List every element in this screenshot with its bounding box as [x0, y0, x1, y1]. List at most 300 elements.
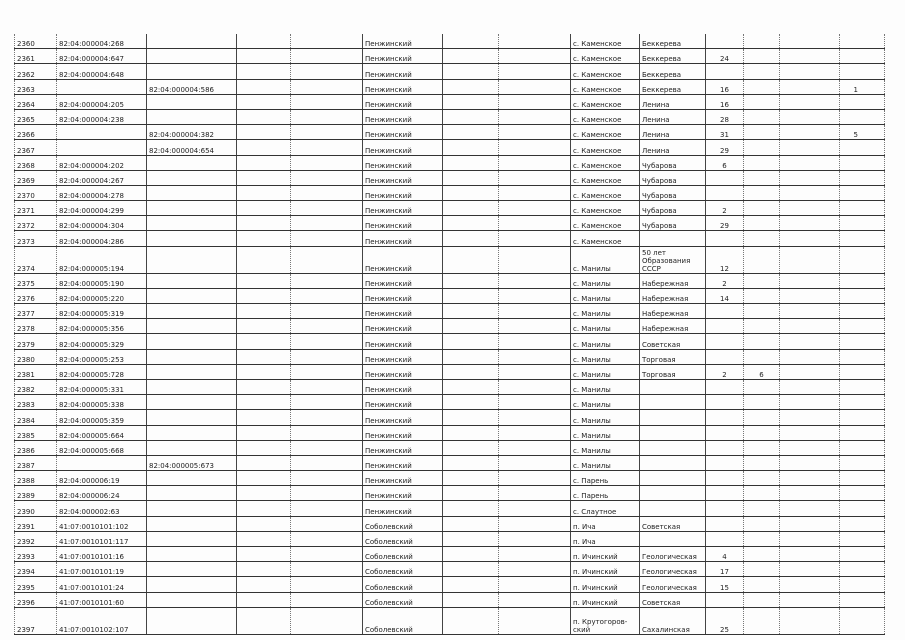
district-cell: Соболевский [363, 516, 443, 531]
settlement-cell: с. Каменское [571, 49, 640, 64]
row-number-cell: 2374 [15, 246, 57, 273]
empty-cell [780, 170, 840, 185]
settlement-cell: с. Каменское [571, 94, 640, 109]
empty-cell [443, 201, 499, 216]
empty-cell [499, 607, 571, 634]
empty-cell [443, 79, 499, 94]
cadastral-number-cell: 41:07:0010101:24 [57, 577, 147, 592]
street-cell [640, 486, 706, 501]
apartment-number-cell [840, 501, 885, 516]
house-number-cell [706, 486, 744, 501]
building-number-cell [744, 231, 780, 246]
settlement-cell: с. Манилы [571, 273, 640, 288]
row-number-cell: 2397 [15, 607, 57, 634]
empty-cell [780, 334, 840, 349]
district-cell: Пенжинский [363, 94, 443, 109]
apartment-number-cell [840, 455, 885, 470]
empty-cell [237, 79, 291, 94]
row-number-cell: 2382 [15, 379, 57, 394]
empty-cell [499, 395, 571, 410]
table-row [15, 246, 885, 273]
empty-cell [499, 125, 571, 140]
empty-cell [291, 562, 363, 577]
empty-cell [780, 304, 840, 319]
street-cell: Беккерева [640, 34, 706, 49]
street-cell: Советская [640, 516, 706, 531]
building-number-cell [744, 562, 780, 577]
empty-cell [237, 201, 291, 216]
settlement-cell: с. Каменское [571, 216, 640, 231]
house-number-cell: 6 [706, 155, 744, 170]
settlement-cell: с. Каменское [571, 231, 640, 246]
empty-cell [237, 288, 291, 303]
building-number-cell [744, 185, 780, 200]
building-number-cell [744, 440, 780, 455]
house-number-cell: 16 [706, 79, 744, 94]
house-number-cell [706, 440, 744, 455]
empty-cell [237, 334, 291, 349]
cadastral-number-alt-cell [147, 216, 237, 231]
empty-cell [499, 231, 571, 246]
empty-cell [237, 125, 291, 140]
registry-table [14, 34, 885, 635]
table-row [15, 231, 885, 246]
building-number-cell [744, 319, 780, 334]
empty-cell [237, 34, 291, 49]
cadastral-number-cell: 41:07:0010101:19 [57, 562, 147, 577]
empty-cell [237, 216, 291, 231]
apartment-number-cell [840, 471, 885, 486]
district-cell: Пенжинский [363, 140, 443, 155]
building-number-cell [744, 501, 780, 516]
house-number-cell [706, 471, 744, 486]
empty-cell [443, 395, 499, 410]
table-body [15, 34, 885, 634]
empty-cell [443, 410, 499, 425]
house-number-cell: 15 [706, 577, 744, 592]
table-row [15, 486, 885, 501]
cadastral-number-alt-cell: 82:04:000004:586 [147, 79, 237, 94]
table-row [15, 455, 885, 470]
empty-cell [237, 155, 291, 170]
empty-cell [499, 319, 571, 334]
cadastral-number-alt-cell [147, 94, 237, 109]
table-row [15, 319, 885, 334]
empty-cell [291, 501, 363, 516]
settlement-cell: с. Каменское [571, 155, 640, 170]
settlement-cell: п. Ичинский [571, 577, 640, 592]
cadastral-number-cell: 82:04:000005:194 [57, 246, 147, 273]
table-row [15, 34, 885, 49]
cadastral-number-cell: 82:04:000004:299 [57, 201, 147, 216]
table-row [15, 49, 885, 64]
empty-cell [237, 577, 291, 592]
district-cell: Пенжинский [363, 201, 443, 216]
district-cell: Соболевский [363, 531, 443, 546]
house-number-cell [706, 185, 744, 200]
row-number-cell: 2395 [15, 577, 57, 592]
row-number-cell: 2380 [15, 349, 57, 364]
empty-cell [780, 379, 840, 394]
empty-cell [499, 440, 571, 455]
empty-cell [780, 516, 840, 531]
street-cell: Геологическая [640, 562, 706, 577]
building-number-cell [744, 455, 780, 470]
cadastral-number-cell: 82:04:000004:268 [57, 34, 147, 49]
district-cell: Пенжинский [363, 79, 443, 94]
apartment-number-cell [840, 410, 885, 425]
empty-cell [780, 273, 840, 288]
settlement-cell: с. Каменское [571, 170, 640, 185]
building-number-cell [744, 304, 780, 319]
building-number-cell [744, 349, 780, 364]
settlement-cell: с. Манилы [571, 364, 640, 379]
settlement-cell: с. Каменское [571, 201, 640, 216]
cadastral-number-alt-cell [147, 170, 237, 185]
apartment-number-cell [840, 531, 885, 546]
empty-cell [780, 349, 840, 364]
house-number-cell: 29 [706, 140, 744, 155]
empty-cell [443, 216, 499, 231]
settlement-cell: п. Ичинский [571, 562, 640, 577]
empty-cell [237, 455, 291, 470]
table-row [15, 304, 885, 319]
house-number-cell: 16 [706, 94, 744, 109]
empty-cell [780, 547, 840, 562]
cadastral-number-cell: 82:04:000004:278 [57, 185, 147, 200]
house-number-cell [706, 304, 744, 319]
house-number-cell [706, 64, 744, 79]
empty-cell [780, 486, 840, 501]
house-number-cell [706, 319, 744, 334]
cadastral-number-alt-cell [147, 273, 237, 288]
table-row [15, 607, 885, 634]
cadastral-number-alt-cell [147, 201, 237, 216]
cadastral-number-cell: 82:04:000004:648 [57, 64, 147, 79]
building-number-cell [744, 140, 780, 155]
street-cell [640, 501, 706, 516]
cadastral-number-alt-cell [147, 319, 237, 334]
empty-cell [443, 562, 499, 577]
table-row [15, 410, 885, 425]
cadastral-number-cell: 41:07:0010102:107 [57, 607, 147, 634]
apartment-number-cell [840, 547, 885, 562]
district-cell: Соболевский [363, 607, 443, 634]
empty-cell [499, 334, 571, 349]
street-cell: Торговая [640, 349, 706, 364]
cadastral-number-cell [57, 79, 147, 94]
district-cell: Соболевский [363, 577, 443, 592]
empty-cell [443, 185, 499, 200]
empty-cell [443, 288, 499, 303]
row-number-cell: 2361 [15, 49, 57, 64]
empty-cell [780, 125, 840, 140]
apartment-number-cell [840, 425, 885, 440]
building-number-cell [744, 395, 780, 410]
house-number-cell: 28 [706, 109, 744, 124]
empty-cell [291, 304, 363, 319]
empty-cell [237, 425, 291, 440]
empty-cell [237, 607, 291, 634]
empty-cell [443, 155, 499, 170]
table-row [15, 64, 885, 79]
cadastral-number-alt-cell [147, 109, 237, 124]
street-cell: Беккерева [640, 79, 706, 94]
empty-cell [499, 34, 571, 49]
street-cell: Чубарова [640, 216, 706, 231]
district-cell: Пенжинский [363, 64, 443, 79]
row-number-cell: 2366 [15, 125, 57, 140]
empty-cell [443, 319, 499, 334]
building-number-cell [744, 49, 780, 64]
cadastral-number-cell [57, 125, 147, 140]
table-row [15, 216, 885, 231]
district-cell: Пенжинский [363, 304, 443, 319]
empty-cell [780, 94, 840, 109]
district-cell: Пенжинский [363, 288, 443, 303]
table-row [15, 273, 885, 288]
empty-cell [499, 201, 571, 216]
building-number-cell [744, 246, 780, 273]
empty-cell [291, 34, 363, 49]
district-cell: Соболевский [363, 592, 443, 607]
district-cell: Пенжинский [363, 379, 443, 394]
empty-cell [780, 155, 840, 170]
empty-cell [291, 288, 363, 303]
house-number-cell [706, 395, 744, 410]
cadastral-number-cell: 82:04:000006:24 [57, 486, 147, 501]
house-number-cell: 31 [706, 125, 744, 140]
district-cell: Пенжинский [363, 455, 443, 470]
street-cell: Набережная [640, 273, 706, 288]
apartment-number-cell [840, 64, 885, 79]
table-row [15, 562, 885, 577]
row-number-cell: 2394 [15, 562, 57, 577]
settlement-cell: с. Манилы [571, 425, 640, 440]
empty-cell [443, 486, 499, 501]
empty-cell [291, 49, 363, 64]
settlement-cell: с. Манилы [571, 440, 640, 455]
house-number-cell [706, 170, 744, 185]
empty-cell [291, 410, 363, 425]
empty-cell [443, 471, 499, 486]
empty-cell [499, 94, 571, 109]
empty-cell [443, 607, 499, 634]
street-cell [640, 440, 706, 455]
street-cell: Чубарова [640, 201, 706, 216]
empty-cell [291, 155, 363, 170]
cadastral-number-alt-cell [147, 410, 237, 425]
cadastral-number-cell: 82:04:000005:190 [57, 273, 147, 288]
building-number-cell [744, 273, 780, 288]
empty-cell [499, 562, 571, 577]
apartment-number-cell [840, 288, 885, 303]
empty-cell [443, 94, 499, 109]
empty-cell [780, 562, 840, 577]
empty-cell [780, 34, 840, 49]
settlement-cell: с. Манилы [571, 319, 640, 334]
empty-cell [237, 304, 291, 319]
empty-cell [443, 440, 499, 455]
table-row [15, 425, 885, 440]
cadastral-number-alt-cell [147, 577, 237, 592]
street-cell: Набережная [640, 288, 706, 303]
row-number-cell: 2392 [15, 531, 57, 546]
district-cell: Пенжинский [363, 440, 443, 455]
empty-cell [443, 455, 499, 470]
empty-cell [291, 170, 363, 185]
cadastral-number-cell: 82:04:000005:668 [57, 440, 147, 455]
row-number-cell: 2362 [15, 64, 57, 79]
empty-cell [237, 410, 291, 425]
empty-cell [237, 547, 291, 562]
street-cell: Беккерева [640, 49, 706, 64]
cadastral-number-alt-cell: 82:04:000004:654 [147, 140, 237, 155]
empty-cell [443, 334, 499, 349]
building-number-cell [744, 334, 780, 349]
apartment-number-cell [840, 592, 885, 607]
empty-cell [780, 49, 840, 64]
row-number-cell: 2364 [15, 94, 57, 109]
street-cell: Советская [640, 334, 706, 349]
empty-cell [780, 592, 840, 607]
empty-cell [499, 273, 571, 288]
building-number-cell [744, 531, 780, 546]
street-cell [640, 471, 706, 486]
empty-cell [780, 79, 840, 94]
row-number-cell: 2388 [15, 471, 57, 486]
settlement-cell: с. Манилы [571, 349, 640, 364]
table-row [15, 379, 885, 394]
empty-cell [443, 49, 499, 64]
cadastral-number-cell: 82:04:000004:238 [57, 109, 147, 124]
row-number-cell: 2393 [15, 547, 57, 562]
cadastral-number-alt-cell [147, 592, 237, 607]
district-cell: Пенжинский [363, 246, 443, 273]
street-cell: Геологическая [640, 547, 706, 562]
building-number-cell [744, 79, 780, 94]
district-cell: Пенжинский [363, 185, 443, 200]
empty-cell [291, 395, 363, 410]
cadastral-number-alt-cell: 82:04:000004:382 [147, 125, 237, 140]
cadastral-number-alt-cell [147, 231, 237, 246]
settlement-cell: п. Ича [571, 531, 640, 546]
settlement-cell: с. Каменское [571, 140, 640, 155]
empty-cell [291, 547, 363, 562]
row-number-cell: 2373 [15, 231, 57, 246]
row-number-cell: 2387 [15, 455, 57, 470]
building-number-cell [744, 471, 780, 486]
empty-cell [291, 486, 363, 501]
cadastral-number-alt-cell [147, 501, 237, 516]
empty-cell [443, 34, 499, 49]
row-number-cell: 2367 [15, 140, 57, 155]
empty-cell [499, 304, 571, 319]
empty-cell [291, 125, 363, 140]
empty-cell [291, 516, 363, 531]
empty-cell [499, 471, 571, 486]
row-number-cell: 2379 [15, 334, 57, 349]
street-cell: Чубарова [640, 185, 706, 200]
district-cell: Пенжинский [363, 34, 443, 49]
house-number-cell: 2 [706, 273, 744, 288]
street-cell [640, 231, 706, 246]
house-number-cell: 4 [706, 547, 744, 562]
house-number-cell [706, 379, 744, 394]
house-number-cell [706, 425, 744, 440]
empty-cell [780, 440, 840, 455]
empty-cell [780, 231, 840, 246]
cadastral-number-cell: 82:04:000005:319 [57, 304, 147, 319]
settlement-cell: с. Каменское [571, 109, 640, 124]
house-number-cell [706, 410, 744, 425]
empty-cell [443, 364, 499, 379]
cadastral-number-cell: 82:04:000005:359 [57, 410, 147, 425]
empty-cell [443, 577, 499, 592]
district-cell: Пенжинский [363, 334, 443, 349]
empty-cell [291, 349, 363, 364]
cadastral-number-cell: 41:07:0010101:117 [57, 531, 147, 546]
empty-cell [237, 170, 291, 185]
table-row [15, 170, 885, 185]
row-number-cell: 2377 [15, 304, 57, 319]
row-number-cell: 2390 [15, 501, 57, 516]
building-number-cell: 6 [744, 364, 780, 379]
table-row [15, 109, 885, 124]
table-row [15, 155, 885, 170]
empty-cell [499, 577, 571, 592]
row-number-cell: 2368 [15, 155, 57, 170]
settlement-cell: с. Слаутное [571, 501, 640, 516]
settlement-cell: с. Каменское [571, 64, 640, 79]
building-number-cell [744, 155, 780, 170]
apartment-number-cell [840, 304, 885, 319]
settlement-cell: с. Манилы [571, 246, 640, 273]
cadastral-number-cell: 82:04:000004:647 [57, 49, 147, 64]
cadastral-number-cell: 82:04:000005:356 [57, 319, 147, 334]
empty-cell [499, 501, 571, 516]
empty-cell [780, 201, 840, 216]
cadastral-number-alt-cell [147, 304, 237, 319]
empty-cell [291, 577, 363, 592]
empty-cell [780, 577, 840, 592]
empty-cell [780, 64, 840, 79]
empty-cell [499, 486, 571, 501]
empty-cell [499, 547, 571, 562]
settlement-cell: с. Каменское [571, 185, 640, 200]
house-number-cell [706, 501, 744, 516]
apartment-number-cell [840, 109, 885, 124]
empty-cell [780, 109, 840, 124]
district-cell: Пенжинский [363, 471, 443, 486]
building-number-cell [744, 547, 780, 562]
settlement-cell: с. Парень [571, 471, 640, 486]
cadastral-number-cell: 82:04:000005:329 [57, 334, 147, 349]
empty-cell [780, 364, 840, 379]
apartment-number-cell [840, 273, 885, 288]
apartment-number-cell [840, 577, 885, 592]
house-number-cell: 25 [706, 607, 744, 634]
empty-cell [443, 140, 499, 155]
empty-cell [780, 216, 840, 231]
house-number-cell: 24 [706, 49, 744, 64]
empty-cell [237, 49, 291, 64]
table-row [15, 349, 885, 364]
district-cell: Соболевский [363, 562, 443, 577]
table-row [15, 471, 885, 486]
empty-cell [291, 231, 363, 246]
apartment-number-cell: 5 [840, 125, 885, 140]
